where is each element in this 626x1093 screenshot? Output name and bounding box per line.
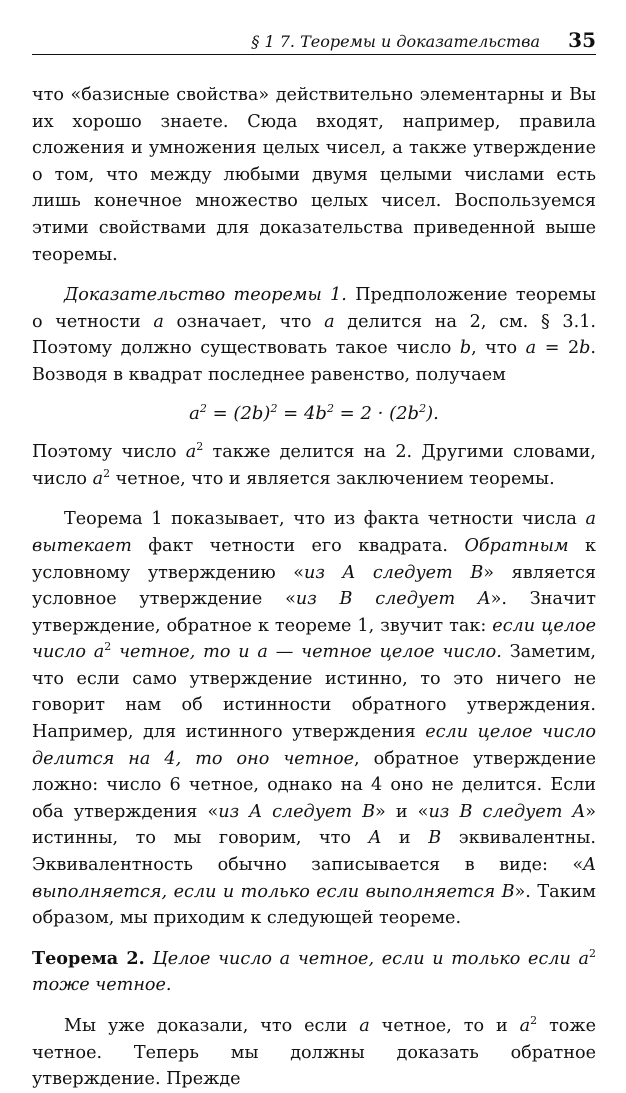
theorem-2-label: Теорема 2. [32,947,145,969]
page-number: 35 [568,28,596,52]
running-header [32,28,596,55]
proof-lead: Доказательство теоремы 1. [64,285,347,306]
display-formula: $a^2 = (2b)^2 = 4b^2 = 2 \cdot (2b^2)$. [189,401,439,424]
paragraph-proof: Доказательство теоремы 1. Предположение теоремы о четности a означает, что a делится на 2, см. § 3.1. Поэтому должно существовать такое число b, что a = 2b. Возводя в квадрат последнее равенство, получаем [32,285,596,385]
paragraph-final: Мы уже доказали, что если a четное, то и $a^2$ тоже четное. Теперь мы должны доказать обратное утверждение. Прежде [32,1014,596,1090]
paragraph-1: что «базисные свойства» действительно элементарны и Вы их хорошо знаете. Сюда входят, например, правила сложения и умножения целых чисел, а также утверждение о том, что между любыми двумя целыми числами есть лишь конечное множество целых чисел. Воспользуемся этими свойствами для доказательства приведенной выше теоремы. [32,85,596,265]
theorem-2: Теорема 2. Целое число a четное, если и только если $a^2$ тоже четное. [32,946,596,996]
page-body [32,82,596,1093]
paragraph-converse: Теорема 1 показывает, что из факта четности числа a вытекает факт четности его квадрата. Обратным к условному утверждению «из A следует B» является условное утверждение «из B следует A». Значит утверждение, обратное к теореме 1, звучит так: если целое число $a^2$ четное, то и a — четное целое число. Заметим, что если само утверждение истинно, то это ничего не говорит нам об истинности обратного утверждения. Например, для истинного утверждения если целое число делится на 4, то оно четное, обратное утверждение ложно: число 6 четное, однако на 4 оно не делится. Если оба утверждения «из A следует B» и «из B следует A» истинны, то мы говорим, что A и B эквивалентны. Эквивалентность обычно записывается в виде: «A выполняется, если и только если выполняется B». Таким образом, мы приходим к следующей теореме. [32,509,597,929]
paragraph-conclusion: Поэтому число $a^2$ также делится на 2. Другими словами, число $a^2$ четное, что и является заключением теоремы. [32,440,597,489]
running-title: § 1 7. Теоремы и доказательства [251,32,540,51]
